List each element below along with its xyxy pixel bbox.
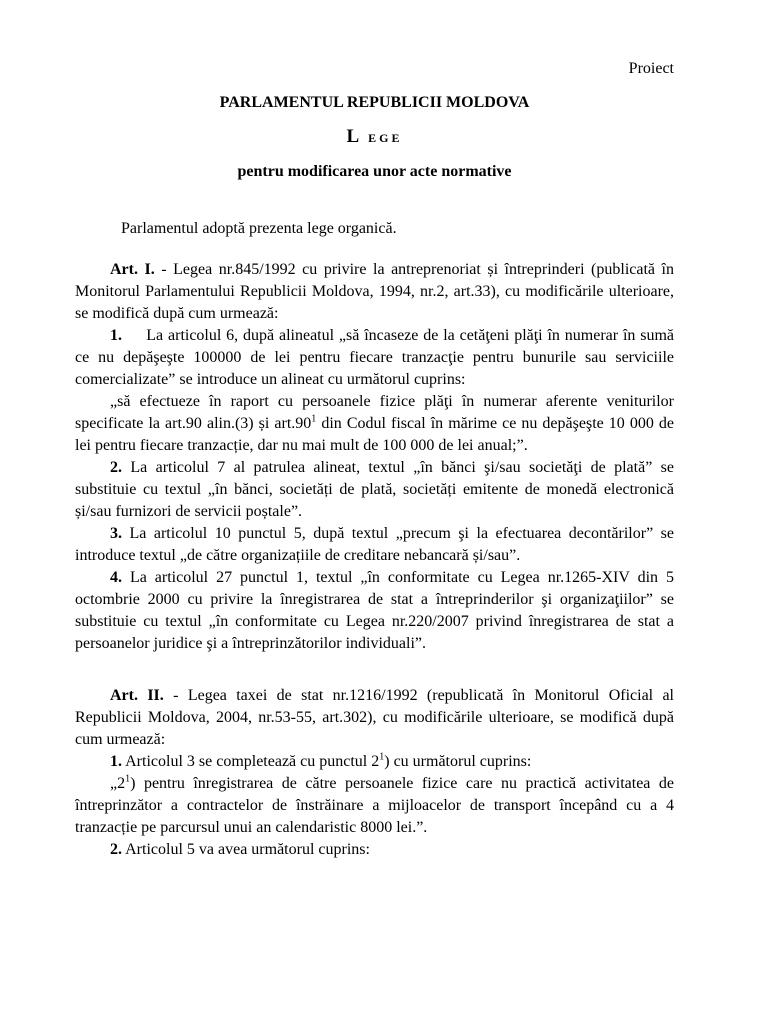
article-2-item-1-quote-part-b: ) pentru înregistrarea de către persoanele fizice care nu practică activitatea de întreprinzător a contractelor de înstrăinare a mijloacelor de transport începând cu a 4 tranzacție pe parcursul unui an calendaristic 8000 lei.”.	[75, 775, 674, 836]
article-1-item-1-text: La articolul 6, după alineatul „să încaseze de la cetăţeni plăţi în numerar în sumă ce nu depăşeşte 100000 de lei pentru fiecare tranzacţie pentru bunurile sau serviciile comercializate” se introduce un alineat cu următorul cuprins:	[75, 327, 675, 388]
article-1-item-3-number: 3.	[110, 525, 122, 542]
article-1-item-1-quote	[75, 391, 674, 457]
article-2-item-2-text: Articolul 5 va avea următorul cuprins:	[122, 841, 370, 858]
article-1-intro-text: - Legea nr.845/1992 cu privire la antreprenoriat și întreprinderi (publicată în Monitorul Parlamentului Republicii Moldova, 1994, nr.2, art.33), cu modificările ulterioare, se modifică după cum urmează:	[75, 261, 674, 322]
article-2-item-2	[75, 839, 674, 861]
article-1-intro	[75, 259, 674, 325]
article-1-item-2-number: 2.	[110, 459, 122, 476]
article-1-item-1-quote-part-b: din Codul fiscal în mărime ce nu depăşeşte 10 000 de lei pentru fiecare tranzacție, dar nu mai mult de 100 000 de lei anual;”.	[75, 415, 674, 454]
article-1-label: Art. I.	[110, 261, 155, 278]
article-2-item-1-quote-part-a: „2	[110, 775, 126, 792]
article-2-intro	[75, 685, 674, 751]
article-2-item-2-number: 2.	[110, 841, 122, 858]
article-1-item-1-quote-part-a: „să efectueze în raport cu persoanele fizice plăţi în numerar aferente veniturilor specificate la art.90 alin.(3) și art.90	[75, 393, 674, 432]
article-2-item-1-superscript: 1	[379, 751, 385, 763]
document-type-heading	[75, 126, 674, 149]
article-2-item-1	[75, 751, 674, 773]
article-2-item-1-quote	[75, 773, 674, 839]
article-2-item-1-text-a: Articolul 3 se completează cu punctul 2	[122, 753, 380, 770]
article-1-item-4-number: 4.	[110, 569, 122, 586]
article-1-item-1	[75, 325, 674, 391]
article-1-item-2	[75, 457, 674, 523]
article-2-item-1-text-b: ) cu următorul cuprins:	[384, 753, 532, 770]
article-1-item-2-text: La articolul 7 al patrulea alineat, textul „în bănci şi/sau societăţi de plată” se substituie cu textul „în bănci, societăți de plată, societăți emitente de monedă electronică și/sau furnizori de servicii poștale”.	[75, 459, 674, 520]
article-2-item-1-quote-superscript: 1	[125, 773, 131, 785]
article-2-item-1-number: 1.	[110, 753, 122, 770]
article-2-label: Art. II.	[110, 687, 164, 704]
article-1-item-4	[75, 567, 674, 655]
article-1-item-3	[75, 523, 674, 567]
institution-heading: PARLAMENTUL REPUBLICII MOLDOVA	[219, 94, 530, 111]
document-type-initial: L	[346, 126, 362, 147]
preamble: Parlamentul adoptă prezenta lege organică.	[121, 220, 397, 237]
document-type-rest: EGE	[368, 131, 403, 145]
article-1-item-1-quote-superscript: 1	[311, 413, 317, 425]
article-1-item-1-number: 1.	[110, 327, 122, 344]
law-title: pentru modificarea unor acte normative	[237, 163, 512, 180]
article-1-item-4-text: La articolul 27 punctul 1, textul „în conformitate cu Legea nr.1265-XIV din 5 octombrie 2000 cu privire la înregistrarea de stat a întreprinderilor şi organizaţiilor” se substituie cu textul „în conformitate cu Legea nr.220/2007 privind înregistrarea de stat a persoanelor juridice şi a întreprinzătorilor individuali”.	[75, 569, 674, 652]
article-1-item-3-text: La articolul 10 punctul 5, după textul „precum şi la efectuarea decontărilor” se introduce textul „de către organizațiile de creditare nebancară și/sau”.	[75, 525, 674, 564]
article-2-intro-text: - Legea taxei de stat nr.1216/1992 (republicată în Monitorul Oficial al Republicii Moldova, 2004, nr.53-55, art.302), cu modificările ulterioare, se modifică după cum urmează:	[75, 687, 675, 748]
draft-status-label: Proiect	[628, 60, 674, 77]
